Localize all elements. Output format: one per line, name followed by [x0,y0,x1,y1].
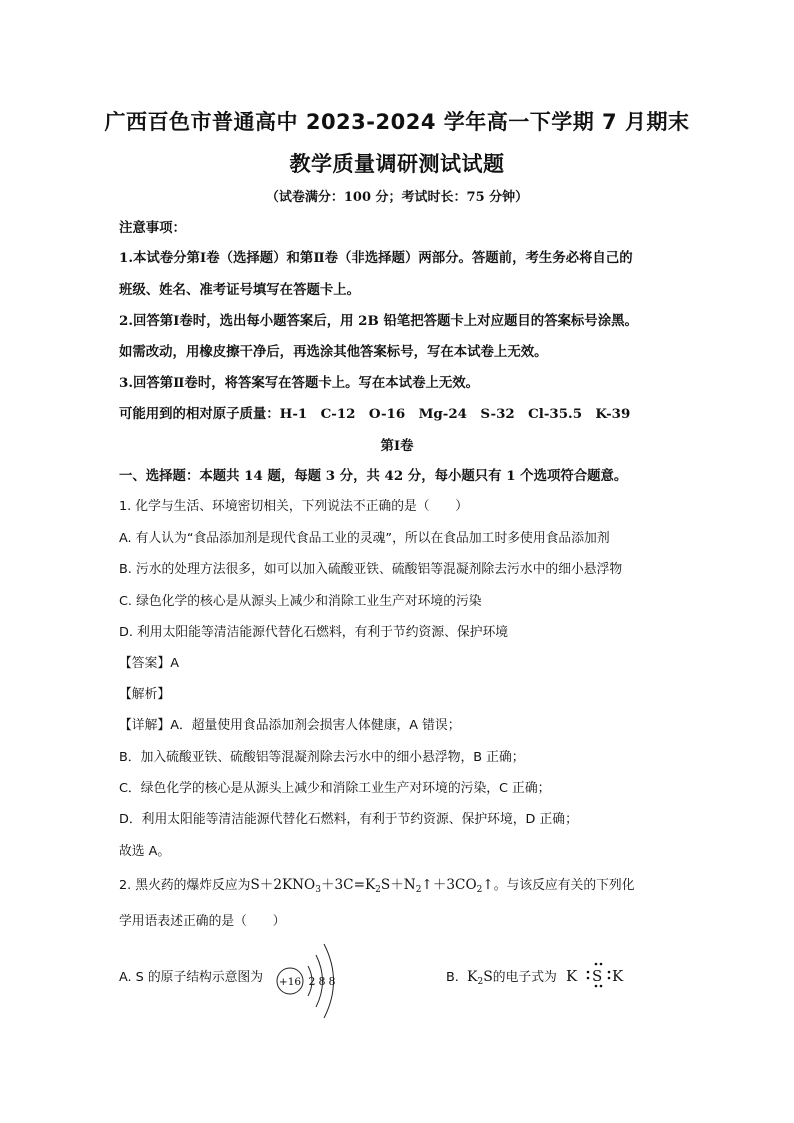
atomic-masses: 可能用到的相对原子质量：H-1 C-12 O-16 Mg-24 S-32 Cl-35.5 K-39 [119,406,631,422]
reaction-equation [250,877,493,893]
detail-label: 【详解】 [119,718,171,733]
question-2-option-b [446,966,557,987]
k2s-electron-dot-formula [566,960,630,990]
k2s-s: S [483,969,493,985]
exam-subtitle: （试卷满分：100 分；考试时长：75 分钟） [265,190,529,205]
notice-item-3: 3.回答第Ⅱ卷时，将答案写在答题卡上。写在本试卷上无效。 [119,375,480,391]
electron-dot [587,977,590,980]
electron-dot [595,963,598,966]
electron-dot [608,971,611,974]
eq-part-a: S＋2KNO [250,877,316,893]
notice-item-1a: 1.本试卷分第Ⅰ卷（选择题）和第Ⅱ卷（非选择题）两部分。答题前，考生务必将自己的 [119,250,633,266]
option-b-letter: B. [446,970,459,985]
exam-title-line1: 广西百色市普通高中 2023-2024 学年高一下学期 7 月期末 [104,110,690,134]
q2-stem-suffix: 。与该反应有关的下列化 [493,878,635,893]
question-1-detail-b: B．加入硫酸亚铁、硫酸铝等混凝剂除去污水中的细小悬浮物，B 正确； [119,750,525,765]
question-1-detail-d: D．利用太阳能等清洁能源代替化石燃料，有利于节约资源、保护环境，D 正确； [119,812,578,827]
eq-sub-4: 2 [476,885,483,895]
notice-item-1b: 班级、姓名、准考证号填写在答题卡上。 [119,282,361,298]
electron-dot [595,985,598,988]
question-1-detail-a [119,717,461,735]
left-potassium: K [566,967,578,985]
notice-item-2a: 2.回答第Ⅰ卷时，选出每小题答案后，用 2B 铅笔把答题卡上对应题目的答案标号涂黑。 [119,313,638,329]
question-1-analysis-label: 【解析】 [119,687,171,702]
option-b-text: 的电子式为 [492,970,557,985]
eq-sub-1: 3 [315,885,321,895]
question-2-stem [119,876,635,899]
question-1-detail-c: C．绿色化学的核心是从源头上减少和消除工业生产对环境的污染，C 正确； [119,781,551,796]
eq-part-d: ↑＋3CO [421,877,477,893]
section-heading: 一、选择题：本题共 14 题，每题 3 分，共 42 分，每小题只有 1 个选项符合题意。 [119,468,628,484]
eq-sub-3: 2 [415,885,422,895]
detail-a-text: A．超量使用食品添加剂会损害人体健康，A 错误； [170,718,461,733]
notice-heading: 注意事项： [119,220,186,236]
shell-electron-count-3: 8 [328,975,336,988]
eq-part-e: ↑ [482,877,494,893]
nucleus-charge: +16 [278,976,302,988]
eq-part-c: S＋N [380,877,416,893]
shell-electron-count-2: 8 [318,975,326,988]
question-2-option-a-label: A. S 的原子结构示意图为 [119,970,264,985]
electron-dot [600,963,603,966]
electron-dot [587,971,590,974]
electron-dot [608,977,611,980]
notice-item-2b: 如需改动，用橡皮擦干净后，再选涂其他答案标号，写在本试卷上无效。 [119,344,548,360]
eq-part-b: ＋3C=K [320,877,376,893]
k2s-sub: 2 [477,977,484,987]
right-potassium: K [612,967,624,985]
question-2-stem-line2: 学用语表述正确的是（ ） [119,914,286,929]
question-1-option-c: C. 绿色化学的核心是从源头上减少和消除工业生产对环境的污染 [119,594,482,609]
question-1-conclusion: 故选 A。 [119,844,171,859]
eq-sub-2: 2 [375,885,381,895]
electron-dot [600,985,603,988]
question-1-answer: 【答案】A [119,656,179,671]
k2s-formula [467,969,493,985]
question-1-stem: 1. 化学与生活、环境密切相关，下列说法不正确的是（ ） [119,499,468,514]
sulfur-atom-structure-diagram [272,938,344,1024]
question-1-option-b: B. 污水的处理方法很多，如可以加入硫酸亚铁、硫酸铝等混凝剂除去污水中的细小悬浮物 [119,562,623,577]
question-1-option-d: D. 利用太阳能等清洁能源代替化石燃料，有利于节约资源、保护环境 [119,625,509,640]
k2s-k: K [467,969,478,985]
question-1-option-a: A. 有人认为“食品添加剂是现代食品工业的灵魂”，所以在食品加工时多使用食品添加剂 [119,531,610,546]
exam-title-line2: 教学质量调研测试试题 [289,152,505,176]
q2-stem-prefix: 2. 黑火药的爆炸反应为 [119,878,251,893]
part-heading: 第Ⅰ卷 [380,438,414,454]
shell-electron-count-1: 2 [308,975,316,988]
central-sulfur: S [592,967,603,985]
